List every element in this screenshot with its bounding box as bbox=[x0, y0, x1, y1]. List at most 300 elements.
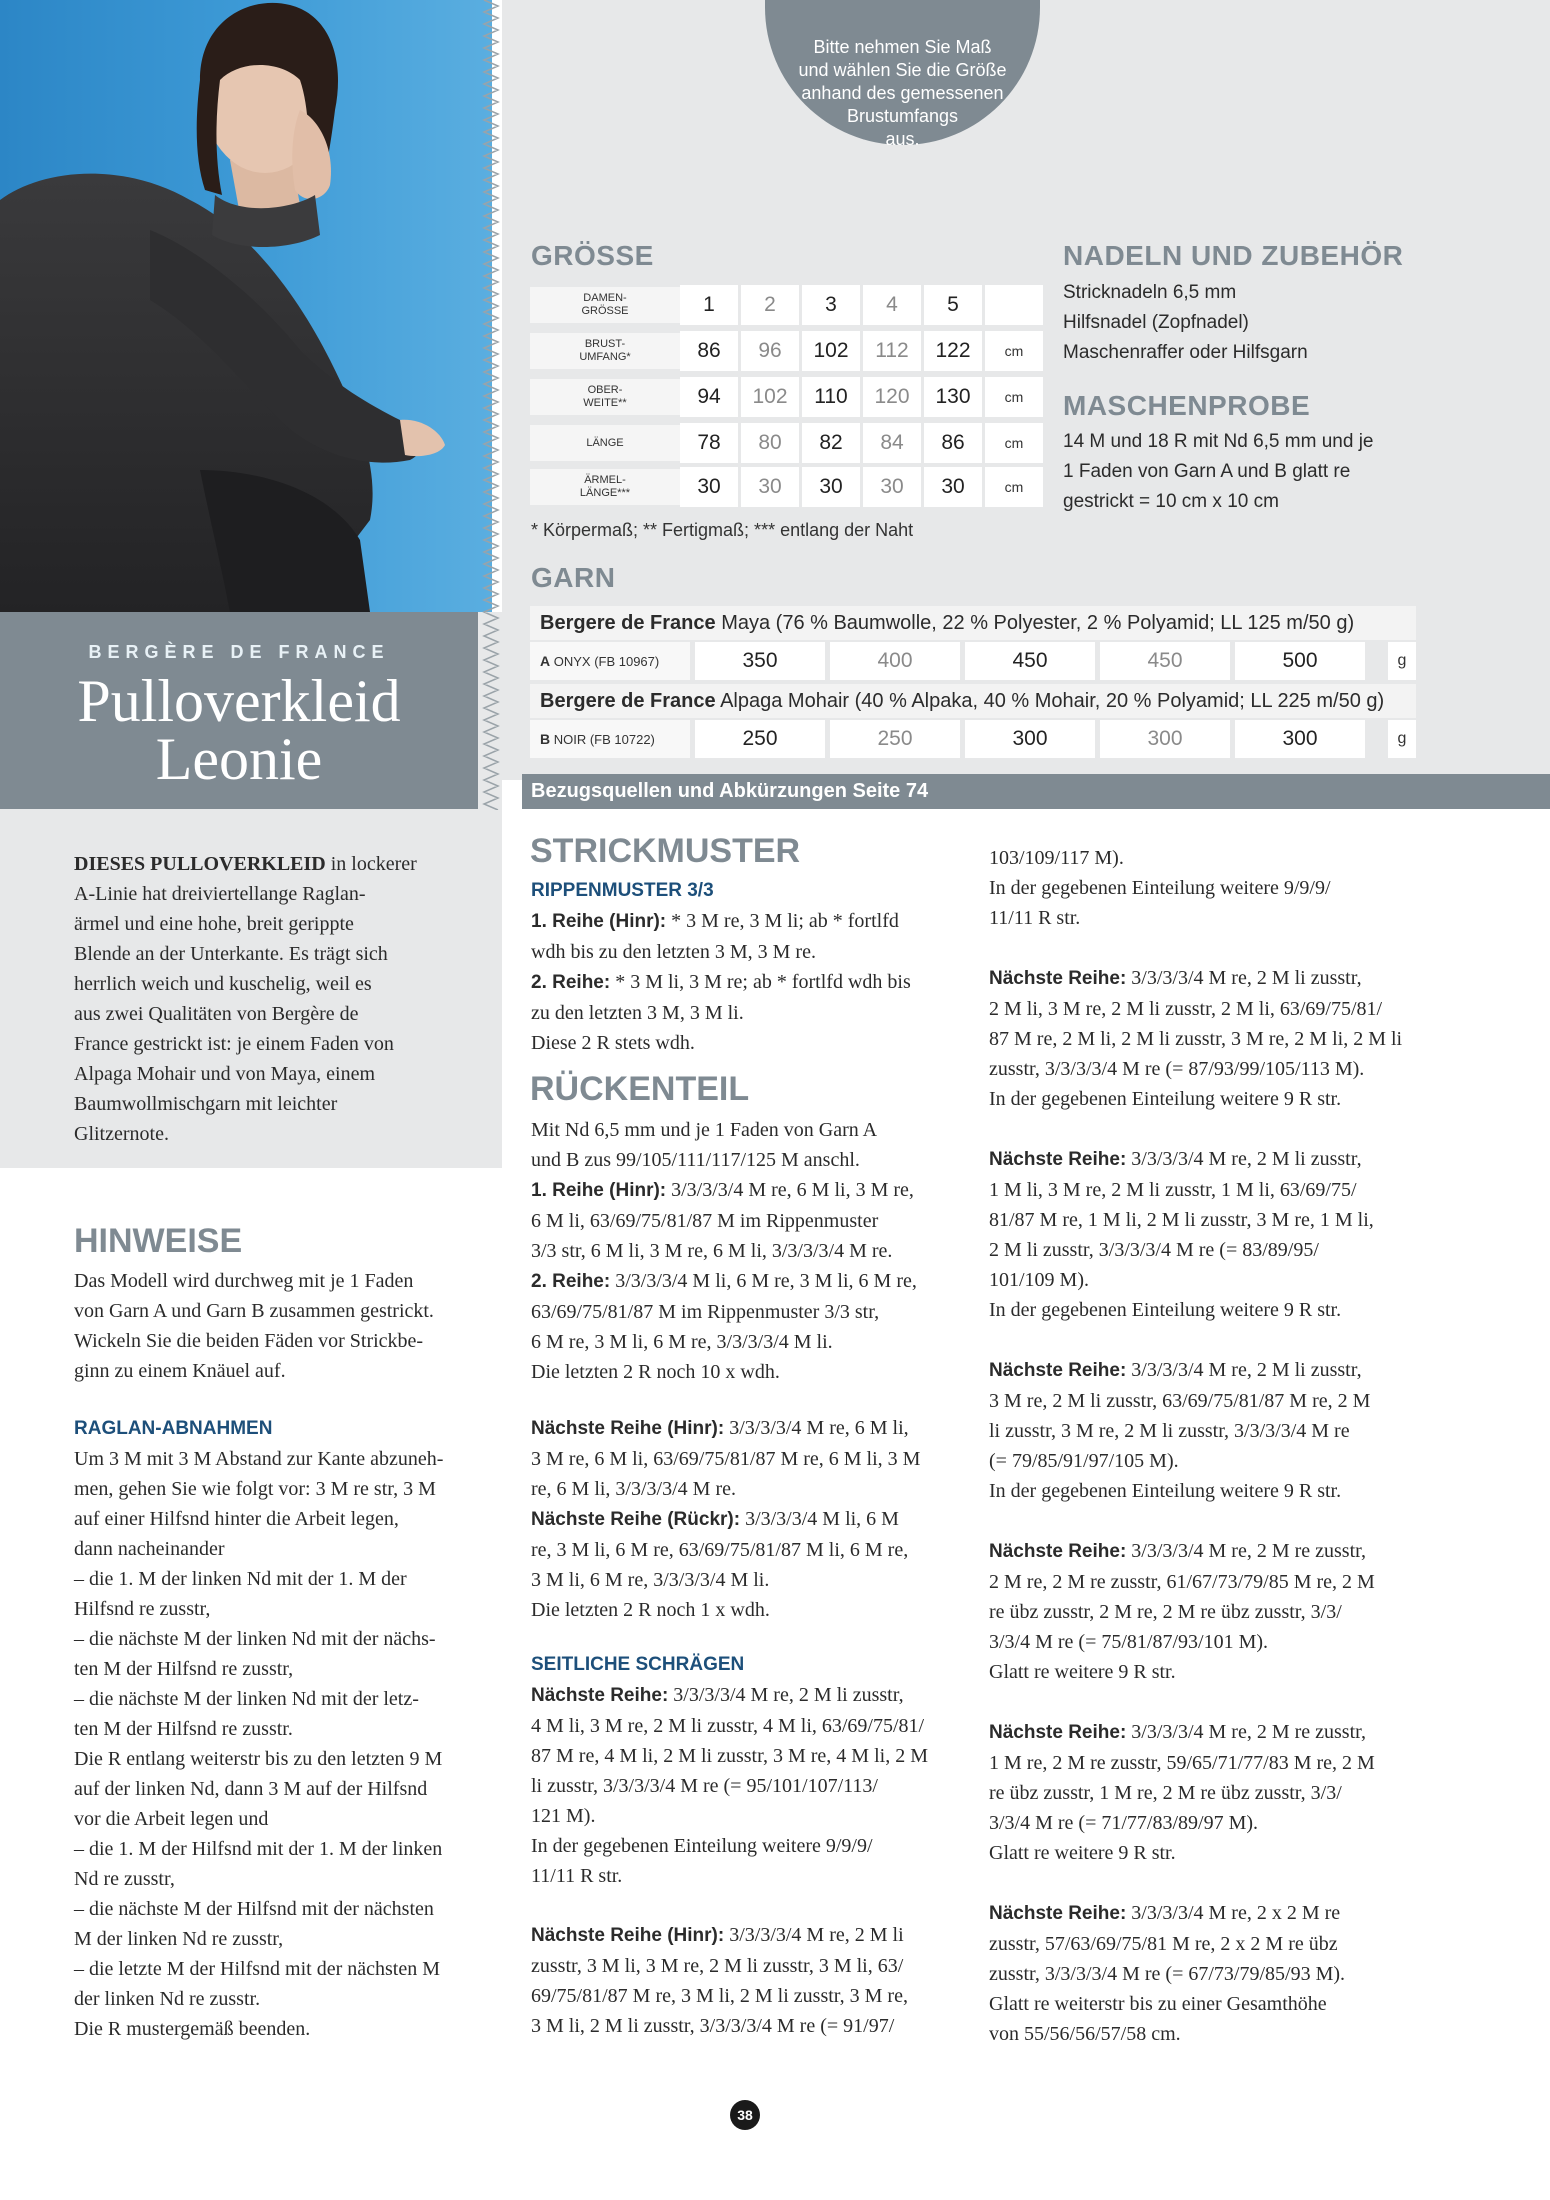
line-text: zusstr, 57/63/69/75/81 M re, 2 x 2 M re übz bbox=[989, 1933, 1338, 1955]
line-text: 2 M li zusstr, 3/3/3/3/4 M re (= 83/89/95/ bbox=[989, 1239, 1319, 1261]
bold-label: Nächste Reihe (Rückr): bbox=[531, 1509, 741, 1530]
size-cell: 82 bbox=[802, 423, 860, 463]
intro-lead: DIESES PULLOVERKLEID bbox=[74, 853, 326, 875]
yarn-row bbox=[530, 720, 1416, 758]
size-label-line: UMFANG* bbox=[579, 351, 631, 363]
hints-text bbox=[74, 1266, 484, 1386]
size-cell: 80 bbox=[741, 423, 799, 463]
size-cell: 130 bbox=[924, 377, 982, 417]
gauge-line: gestrickt = 10 cm x 10 cm bbox=[1063, 491, 1279, 512]
yarn-description bbox=[530, 684, 1416, 718]
text-line: auf der linken Nd, dann 3 M auf der Hilfsnd bbox=[74, 1778, 428, 1800]
line-text: Glatt re weiterstr bis zu einer Gesamthöhe bbox=[989, 1993, 1327, 2015]
text-line bbox=[531, 1474, 971, 1504]
yarn-quantity: 300 bbox=[965, 720, 1095, 758]
bold-label: Nächste Reihe: bbox=[989, 1722, 1127, 1743]
text-line: – die 1. M der linken Nd mit der 1. M der bbox=[74, 1568, 407, 1590]
line-text: und B zus 99/105/111/117/125 M anschl. bbox=[531, 1149, 860, 1171]
line-text: 121 M). bbox=[531, 1805, 596, 1827]
line-text: zusstr, 3/3/3/3/4 M re (= 87/93/99/105/113 M). bbox=[989, 1058, 1365, 1080]
instruction-block bbox=[989, 1355, 1439, 1506]
line-text: zusstr, 3/3/3/3/4 M re (= 67/73/79/85/93 M). bbox=[989, 1963, 1346, 1985]
text-line: der linken Nd re zusstr. bbox=[74, 1988, 261, 2010]
text-line bbox=[989, 1476, 1439, 1506]
size-cell: 94 bbox=[680, 377, 738, 417]
line-text: * 3 M li, 3 M re; ab * fortlfd wdh bis bbox=[610, 971, 911, 993]
line-text: In der gegebenen Einteilung weitere 9 R str. bbox=[989, 1088, 1342, 1110]
line-text: re, 6 M li, 3/3/3/3/4 M re. bbox=[531, 1478, 736, 1500]
intro-line: aus zwei Qualitäten von Bergère de bbox=[74, 1003, 359, 1025]
text-line: men, gehen Sie wie folgt vor: 3 M re str, 3 M bbox=[74, 1478, 436, 1500]
size-unit: cm bbox=[985, 423, 1043, 463]
size-cell: 5 bbox=[924, 285, 982, 325]
line-text: 3/3/3/3/4 M re, 2 M re zusstr, bbox=[1126, 1540, 1367, 1562]
line-text: 69/75/81/87 M re, 3 M li, 2 M li zusstr, 3 M re, bbox=[531, 1985, 908, 2007]
line-text: 1 M re, 2 M re zusstr, 59/65/71/77/83 M re, 2 M bbox=[989, 1752, 1375, 1774]
line-text: 3 M li, 6 M re, 3/3/3/3/4 M li. bbox=[531, 1569, 770, 1591]
size-row-label bbox=[530, 379, 680, 415]
back-text-2 bbox=[531, 1413, 971, 1625]
pattern-heading: STRICKMUSTER bbox=[530, 832, 801, 870]
hints-heading: HINWEISE bbox=[74, 1222, 243, 1260]
brand-name: BERGÈRE DE FRANCE bbox=[88, 642, 390, 662]
intro-line: Alpaga Mohair und von Maya, einem bbox=[74, 1063, 376, 1085]
line-text: 87 M re, 4 M li, 2 M li zusstr, 3 M re, 4 M li, 2 M bbox=[531, 1745, 928, 1767]
intro-line: in lockerer bbox=[325, 853, 417, 875]
yarn-heading: GARN bbox=[531, 562, 616, 593]
size-cell: 30 bbox=[802, 467, 860, 507]
yarn-desc: Maya (76 % Baumwolle, 22 % Polyester, 2 % Polyamid; LL 125 m/50 g) bbox=[715, 612, 1355, 634]
text-line: – die nächste M der Hilfsnd mit der nächsten bbox=[74, 1898, 434, 1920]
text-line bbox=[989, 1597, 1439, 1627]
text-line: – die nächste M der linken Nd mit der nächs- bbox=[74, 1628, 436, 1650]
intro-line: Glitzernote. bbox=[74, 1123, 169, 1145]
text-line bbox=[531, 1444, 971, 1474]
size-label-line: DAMEN- bbox=[583, 292, 627, 304]
text-line bbox=[989, 1355, 1439, 1386]
text-line: Die R entlang weiterstr bis zu den letzten 9 M bbox=[74, 1748, 443, 1770]
yarn-brand: Bergere de France bbox=[540, 690, 716, 712]
line-text: 81/87 M re, 1 M li, 2 M li zusstr, 3 M re, 1 M li, bbox=[989, 1209, 1374, 1231]
size-row bbox=[530, 423, 1044, 465]
gauge-line: 1 Faden von Garn A und B glatt re bbox=[1063, 461, 1351, 482]
back-heading: RÜCKENTEIL bbox=[530, 1070, 750, 1108]
text-line bbox=[531, 1535, 971, 1565]
text-line bbox=[531, 1831, 971, 1861]
hints-line: Das Modell wird durchweg mit je 1 Faden bbox=[74, 1270, 414, 1292]
yarn-quantity: 300 bbox=[1100, 720, 1230, 758]
size-cell: 30 bbox=[863, 467, 921, 507]
needles-item: Stricknadeln 6,5 mm bbox=[1063, 282, 1237, 303]
size-cell: 30 bbox=[680, 467, 738, 507]
text-line: Nd re zusstr, bbox=[74, 1868, 175, 1890]
page-title-line-1: Pulloverkleid bbox=[77, 668, 401, 734]
yarn-quantity: 300 bbox=[1235, 720, 1365, 758]
line-text: 3/3/3/3/4 M re, 6 M li, bbox=[724, 1417, 909, 1439]
text-line bbox=[531, 1175, 971, 1206]
line-text: Die letzten 2 R noch 1 x wdh. bbox=[531, 1599, 770, 1621]
bold-label: Nächste Reihe (Hinr): bbox=[531, 1925, 725, 1946]
size-cell: 122 bbox=[924, 331, 982, 371]
intro-line: Blende an der Unterkante. Es trägt sich bbox=[74, 943, 388, 965]
tip-line: und wählen Sie die Größe bbox=[798, 60, 1007, 80]
text-line bbox=[989, 843, 1439, 873]
text-line bbox=[989, 1024, 1439, 1054]
sources-bar: Bezugsquellen und Abkürzungen Seite 74 bbox=[522, 774, 1550, 809]
text-line bbox=[531, 1981, 971, 2011]
text-line bbox=[989, 1175, 1439, 1205]
line-text: li zusstr, 3/3/3/3/4 M re (= 95/101/107/113/ bbox=[531, 1775, 878, 1797]
needles-item: Maschenraffer oder Hilfsgarn bbox=[1063, 342, 1308, 363]
yarn-quantity: 400 bbox=[830, 642, 960, 680]
line-text: In der gegebenen Einteilung weitere 9/9/9/ bbox=[531, 1835, 873, 1857]
size-unit bbox=[985, 285, 1043, 325]
line-text: 11/11 R str. bbox=[531, 1865, 623, 1887]
size-cell: 3 bbox=[802, 285, 860, 325]
text-line bbox=[989, 1989, 1439, 2019]
text-line: auf einer Hilfsnd hinter die Arbeit legen, bbox=[74, 1508, 399, 1530]
yarn-quantity: 450 bbox=[1100, 642, 1230, 680]
text-line bbox=[989, 1959, 1439, 1989]
text-line bbox=[989, 1929, 1439, 1959]
line-text: 3/3/4 M re (= 75/81/87/93/101 M). bbox=[989, 1631, 1269, 1653]
size-cell: 120 bbox=[863, 377, 921, 417]
line-text: 3/3/3/3/4 M re, 2 M li bbox=[724, 1924, 904, 1946]
line-text: 3/3/3/3/4 M re, 2 M li zusstr, bbox=[1126, 1359, 1362, 1381]
text-line bbox=[989, 1084, 1439, 1114]
text-line bbox=[989, 1838, 1439, 1868]
size-label-line: GRÖSSE bbox=[581, 305, 629, 317]
line-text: 2 M li, 3 M re, 2 M li zusstr, 2 M li, 63/69/75/81/ bbox=[989, 998, 1383, 1020]
bold-label: 2. Reihe: bbox=[531, 1271, 611, 1292]
text-line bbox=[531, 1861, 971, 1891]
text-line bbox=[989, 1144, 1439, 1175]
text-line bbox=[531, 1206, 971, 1236]
line-text: li zusstr, 3 M re, 2 M li zusstr, 3/3/3/3/4 M re bbox=[989, 1420, 1350, 1442]
line-text: 87 M re, 2 M li, 2 M li zusstr, 3 M re, 2 M li, 2 M li bbox=[989, 1028, 1403, 1050]
size-row bbox=[530, 331, 1044, 373]
text-line bbox=[989, 1567, 1439, 1597]
size-cell: 1 bbox=[680, 285, 738, 325]
text-line bbox=[531, 1115, 971, 1145]
side-heading: SEITLICHE SCHRÄGEN bbox=[531, 1654, 745, 1675]
bold-label: 1. Reihe (Hinr): bbox=[531, 911, 667, 932]
needles-list bbox=[1063, 278, 1308, 368]
zigzag-divider bbox=[478, 0, 504, 810]
text-line bbox=[989, 1808, 1439, 1838]
text-line bbox=[531, 906, 971, 937]
text-line bbox=[531, 1801, 971, 1831]
text-line bbox=[531, 1145, 971, 1175]
yarn-color: NOIR (FB 10722) bbox=[550, 732, 655, 747]
text-line bbox=[531, 998, 971, 1028]
text-line bbox=[531, 1413, 971, 1444]
text-line bbox=[531, 937, 971, 967]
text-line bbox=[989, 994, 1439, 1024]
size-cell: 110 bbox=[802, 377, 860, 417]
intro-line: A-Linie hat dreiviertellange Raglan- bbox=[74, 883, 366, 905]
text-line: – die 1. M der Hilfsnd mit der 1. M der linken bbox=[74, 1838, 443, 1860]
yarn-color: ONYX (FB 10967) bbox=[550, 654, 660, 669]
intro-line: France gestrickt ist: je einem Faden von bbox=[74, 1033, 394, 1055]
size-row bbox=[530, 467, 1044, 509]
text-line bbox=[989, 1748, 1439, 1778]
line-text: (= 79/85/91/97/105 M). bbox=[989, 1450, 1179, 1472]
size-label-line: BRUST- bbox=[584, 338, 626, 350]
line-text: re übz zusstr, 1 M re, 2 M re übz zusstr, 3/3/ bbox=[989, 1782, 1342, 1804]
gauge-text bbox=[1063, 427, 1373, 517]
tip-line: Bitte nehmen Sie Maß bbox=[813, 37, 992, 57]
size-cell: 102 bbox=[741, 377, 799, 417]
line-text: 3/3 str, 6 M li, 3 M re, 6 M li, 3/3/3/3/4 M re. bbox=[531, 1240, 893, 1262]
size-cell: 30 bbox=[924, 467, 982, 507]
line-text: re, 3 M li, 6 M re, 63/69/75/81/87 M li, 6 M re, bbox=[531, 1539, 909, 1561]
size-cell: 78 bbox=[680, 423, 738, 463]
gauge-heading: MASCHENPROBE bbox=[1063, 390, 1311, 421]
model-photo-illustration bbox=[0, 0, 492, 612]
size-cell: 86 bbox=[924, 423, 982, 463]
line-text: wdh bis zu den letzten 3 M, 3 M re. bbox=[531, 941, 816, 963]
size-footnote: * Körpermaß; ** Fertigmaß; *** entlang der Naht bbox=[531, 520, 914, 540]
text-line bbox=[531, 1680, 971, 1711]
yarn-color-label bbox=[530, 642, 690, 680]
size-label-line: LÄNGE bbox=[586, 436, 624, 449]
text-line bbox=[531, 1297, 971, 1327]
size-cell: 102 bbox=[802, 331, 860, 371]
text-line: ten M der Hilfsnd re zusstr, bbox=[74, 1658, 294, 1680]
text-line bbox=[989, 1778, 1439, 1808]
text-line: – die letzte M der Hilfsnd mit der nächsten M bbox=[74, 1958, 441, 1980]
needles-item: Hilfsnadel (Zopfnadel) bbox=[1063, 312, 1249, 333]
size-cell: 86 bbox=[680, 331, 738, 371]
text-line: – die nächste M der linken Nd mit der letz- bbox=[74, 1688, 419, 1710]
size-cell: 84 bbox=[863, 423, 921, 463]
text-line bbox=[531, 1327, 971, 1357]
line-text: Mit Nd 6,5 mm und je 1 Faden von Garn A bbox=[531, 1119, 878, 1141]
yarn-color-label bbox=[530, 720, 690, 758]
text-line bbox=[531, 1504, 971, 1535]
text-line bbox=[531, 1771, 971, 1801]
size-row bbox=[530, 285, 1044, 327]
line-text: von 55/56/56/57/58 cm. bbox=[989, 2023, 1181, 2045]
text-line bbox=[531, 1741, 971, 1771]
text-line bbox=[989, 1054, 1439, 1084]
instruction-block bbox=[989, 1898, 1439, 2049]
line-text: re übz zusstr, 2 M re, 2 M re übz zusstr, 3/3/ bbox=[989, 1601, 1342, 1623]
line-text: In der gegebenen Einteilung weitere 9/9/9/ bbox=[989, 877, 1331, 899]
text-line bbox=[531, 1565, 971, 1595]
text-line bbox=[989, 1205, 1439, 1235]
text-line: M der linken Nd re zusstr, bbox=[74, 1928, 284, 1950]
text-line bbox=[989, 1536, 1439, 1567]
yarn-quantity: 250 bbox=[695, 720, 825, 758]
text-line bbox=[531, 1951, 971, 1981]
line-text: 3 M re, 2 M li zusstr, 63/69/75/81/87 M re, 2 M bbox=[989, 1390, 1371, 1412]
yarn-quantity: 350 bbox=[695, 642, 825, 680]
size-row-label bbox=[530, 469, 680, 505]
yarn-quantity: 500 bbox=[1235, 642, 1365, 680]
line-text: 3/3/3/3/4 M re, 2 x 2 M re bbox=[1126, 1902, 1341, 1924]
text-line bbox=[989, 1265, 1439, 1295]
line-text: Diese 2 R stets wdh. bbox=[531, 1032, 695, 1054]
line-text: 3/3/3/3/4 M li, 6 M bbox=[740, 1508, 899, 1530]
size-heading: GRÖSSE bbox=[531, 240, 654, 271]
line-text: 3 M li, 2 M li zusstr, 3/3/3/3/4 M re (= 91/97/ bbox=[531, 2015, 895, 2037]
line-text: 3/3/3/3/4 M re, 2 M li zusstr, bbox=[668, 1684, 904, 1706]
size-unit: cm bbox=[985, 331, 1043, 371]
right-column-text bbox=[989, 843, 1439, 2049]
yarn-row bbox=[530, 642, 1416, 680]
model-photo bbox=[0, 0, 492, 612]
yarn-letter: A bbox=[540, 653, 551, 669]
text-line: ten M der Hilfsnd re zusstr. bbox=[74, 1718, 293, 1740]
text-line bbox=[531, 1920, 971, 1951]
intro-text bbox=[74, 849, 474, 1149]
text-line: dann nacheinander bbox=[74, 1538, 225, 1560]
line-text: 3/3/3/3/4 M re, 2 M re zusstr, bbox=[1126, 1721, 1367, 1743]
text-line bbox=[531, 1266, 971, 1297]
hints-line: Wickeln Sie die beiden Fäden vor Strickbe- bbox=[74, 1330, 424, 1352]
size-label-line: OBER- bbox=[587, 384, 623, 396]
line-text: Die letzten 2 R noch 10 x wdh. bbox=[531, 1361, 780, 1383]
size-cell: 96 bbox=[741, 331, 799, 371]
line-text: 2 M re, 2 M re zusstr, 61/67/73/79/85 M re, 2 M bbox=[989, 1571, 1375, 1593]
back-text bbox=[531, 1115, 971, 1387]
side-text bbox=[531, 1680, 971, 1891]
intro-line: Baumwollmischgarn mit leichter bbox=[74, 1093, 338, 1115]
line-text: 3/3/3/3/4 M re, 2 M li zusstr, bbox=[1126, 967, 1362, 989]
text-line bbox=[531, 1028, 971, 1058]
line-text: * 3 M re, 3 M li; ab * fortlfd bbox=[666, 910, 899, 932]
bold-label: Nächste Reihe: bbox=[989, 968, 1127, 989]
hints-line: ginn zu einem Knäuel auf. bbox=[74, 1360, 286, 1382]
size-row-label bbox=[530, 425, 680, 461]
size-label-line: LÄNGE*** bbox=[579, 487, 631, 499]
needles-heading: NADELN UND ZUBEHÖR bbox=[1063, 240, 1404, 271]
line-text: 11/11 R str. bbox=[989, 907, 1081, 929]
line-text: 63/69/75/81/87 M im Rippenmuster 3/3 str, bbox=[531, 1301, 880, 1323]
line-text: 3/3/3/3/4 M re, 2 M li zusstr, bbox=[1126, 1148, 1362, 1170]
tip-line: anhand des gemessenen bbox=[801, 83, 1004, 103]
bold-label: Nächste Reihe: bbox=[989, 1903, 1127, 1924]
text-line bbox=[989, 903, 1439, 933]
line-text: 4 M li, 3 M re, 2 M li zusstr, 4 M li, 63/69/75/81/ bbox=[531, 1715, 925, 1737]
text-line bbox=[531, 967, 971, 998]
size-row-label bbox=[530, 287, 680, 323]
bold-label: Nächste Reihe: bbox=[989, 1541, 1127, 1562]
raglan-heading: RAGLAN-ABNAHMEN bbox=[74, 1418, 273, 1439]
text-line: vor die Arbeit legen und bbox=[74, 1808, 269, 1830]
text-line bbox=[989, 873, 1439, 903]
line-text: In der gegebenen Einteilung weitere 9 R str. bbox=[989, 1299, 1342, 1321]
bold-label: Nächste Reihe: bbox=[989, 1360, 1127, 1381]
instruction-block bbox=[989, 963, 1439, 1114]
yarn-brand: Bergere de France bbox=[540, 612, 716, 634]
bold-label: 1. Reihe (Hinr): bbox=[531, 1180, 667, 1201]
size-cell: 30 bbox=[741, 467, 799, 507]
hints-line: von Garn A und Garn B zusammen gestrickt. bbox=[74, 1300, 434, 1322]
instruction-block bbox=[989, 843, 1439, 933]
size-row-label bbox=[530, 333, 680, 369]
line-text: 6 M li, 63/69/75/81/87 M im Rippenmuster bbox=[531, 1210, 879, 1232]
bold-label: Nächste Reihe: bbox=[989, 1149, 1127, 1170]
size-row bbox=[530, 377, 1044, 419]
line-text: Glatt re weitere 9 R str. bbox=[989, 1661, 1176, 1683]
text-line bbox=[531, 1711, 971, 1741]
yarn-description bbox=[530, 606, 1416, 640]
text-line bbox=[531, 1357, 971, 1387]
line-text: 6 M re, 3 M li, 6 M re, 3/3/3/3/4 M li. bbox=[531, 1331, 833, 1353]
rib-heading: RIPPENMUSTER 3/3 bbox=[531, 880, 714, 901]
line-text: 1 M li, 3 M re, 2 M li zusstr, 1 M li, 63/69/75/ bbox=[989, 1179, 1357, 1201]
text-line bbox=[989, 1446, 1439, 1476]
line-text: 3/3/4 M re (= 71/77/83/89/97 M). bbox=[989, 1812, 1259, 1834]
instruction-block bbox=[989, 1536, 1439, 1687]
raglan-text bbox=[74, 1444, 494, 2044]
text-line bbox=[531, 1236, 971, 1266]
text-line bbox=[989, 1627, 1439, 1657]
text-line bbox=[989, 1898, 1439, 1929]
page-title-line-2: Leonie bbox=[155, 726, 323, 792]
line-text: Glatt re weitere 9 R str. bbox=[989, 1842, 1176, 1864]
yarn-quantity: 450 bbox=[965, 642, 1095, 680]
line-text: 3/3/3/3/4 M re, 6 M li, 3 M re, bbox=[666, 1179, 914, 1201]
text-line bbox=[989, 1657, 1439, 1687]
gauge-line: 14 M und 18 R mit Nd 6,5 mm und je bbox=[1063, 431, 1374, 452]
instruction-block bbox=[989, 1144, 1439, 1325]
size-label-line: ÄRMEL- bbox=[584, 474, 626, 486]
yarn-letter: B bbox=[540, 731, 551, 747]
text-line bbox=[989, 1416, 1439, 1446]
text-line bbox=[989, 1717, 1439, 1748]
bold-label: 2. Reihe: bbox=[531, 972, 611, 993]
text-line: Hilfsnd re zusstr, bbox=[74, 1598, 211, 1620]
line-text: 3 M re, 6 M li, 63/69/75/81/87 M re, 6 M li, 3 M bbox=[531, 1448, 921, 1470]
bold-label: Nächste Reihe: bbox=[531, 1685, 669, 1706]
text-line bbox=[989, 2019, 1439, 2049]
line-text: In der gegebenen Einteilung weitere 9 R str. bbox=[989, 1480, 1342, 1502]
page-number: 38 bbox=[730, 2100, 760, 2130]
text-line bbox=[989, 1295, 1439, 1325]
size-label-line: WEITE** bbox=[583, 397, 627, 409]
text-line bbox=[531, 2011, 971, 2041]
size-cell: 112 bbox=[863, 331, 921, 371]
text-line: Die R mustergemäß beenden. bbox=[74, 2018, 311, 2040]
side-text-2 bbox=[531, 1920, 971, 2041]
size-unit: cm bbox=[985, 377, 1043, 417]
tip-line: Brustumfangs bbox=[846, 106, 959, 126]
size-cell: 2 bbox=[741, 285, 799, 325]
yarn-desc: Alpaga Mohair (40 % Alpaka, 40 % Mohair, 20 % Polyamid; LL 225 m/50 g) bbox=[715, 690, 1385, 712]
line-text: zusstr, 3 M li, 3 M re, 2 M li zusstr, 3 M li, 63/ bbox=[531, 1955, 904, 1977]
text-line bbox=[989, 963, 1439, 994]
line-text: zu den letzten 3 M, 3 M li. bbox=[531, 1002, 744, 1024]
tip-line: aus. bbox=[885, 129, 920, 149]
yarn-unit: g bbox=[1388, 720, 1416, 758]
instruction-block bbox=[989, 1717, 1439, 1868]
text-line bbox=[989, 1235, 1439, 1265]
line-text: 103/109/117 M). bbox=[989, 847, 1124, 869]
yarn-unit: g bbox=[1388, 642, 1416, 680]
size-unit: cm bbox=[985, 467, 1043, 507]
text-line: Um 3 M mit 3 M Abstand zur Kante abzuneh- bbox=[74, 1448, 444, 1470]
yarn-quantity: 250 bbox=[830, 720, 960, 758]
text-line bbox=[531, 1595, 971, 1625]
intro-line: herrlich weich und kuschelig, weil es bbox=[74, 973, 372, 995]
intro-line: ärmel und eine hohe, breit gerippte bbox=[74, 913, 354, 935]
line-text: 101/109 M). bbox=[989, 1269, 1089, 1291]
size-cell: 4 bbox=[863, 285, 921, 325]
